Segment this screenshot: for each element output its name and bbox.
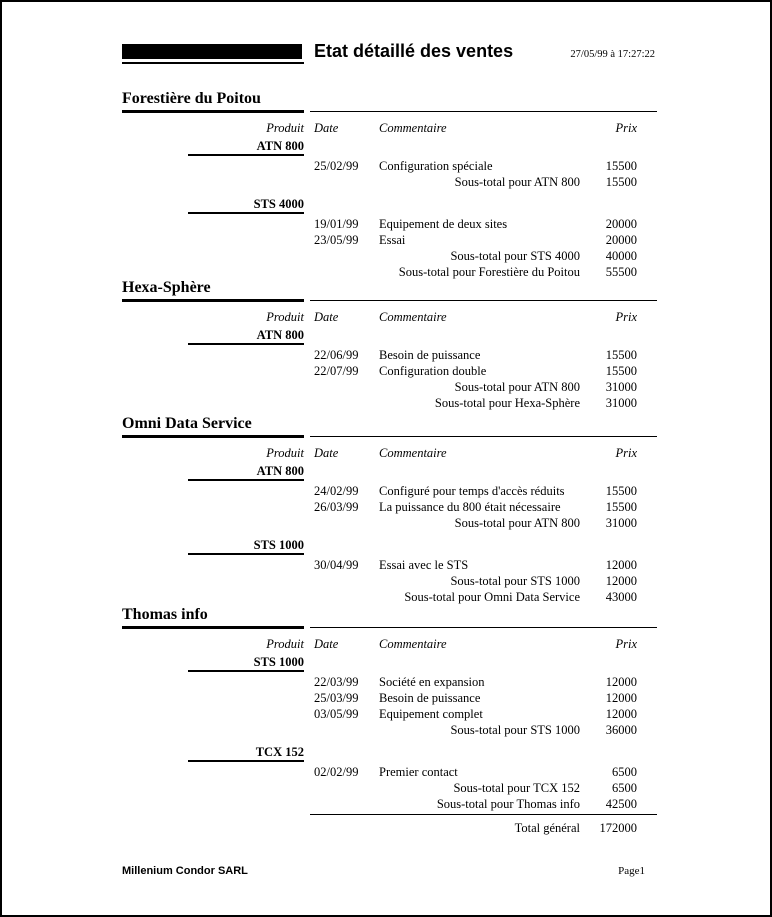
- sale-comment: Equipement de deux sites: [379, 217, 508, 231]
- sale-comment: Besoin de puissance: [379, 691, 481, 705]
- sale-price: 15500: [605, 364, 637, 378]
- column-header-commentaire: Commentaire: [379, 446, 447, 460]
- product-subtotal-value: 15500: [605, 175, 637, 189]
- customer-subtotal-label: Sous-total pour Thomas info: [436, 797, 580, 811]
- column-header-prix: Prix: [615, 121, 637, 135]
- column-header-date: Date: [314, 446, 339, 460]
- sale-comment: Essai: [379, 233, 406, 247]
- customer-underline: [122, 299, 304, 303]
- product-subtotal-row: [122, 515, 657, 531]
- product-group: [122, 654, 657, 738]
- section-rules: [122, 435, 657, 439]
- column-header-commentaire: Commentaire: [379, 121, 447, 135]
- column-header-row: [122, 636, 657, 652]
- column-header-date: Date: [314, 637, 339, 651]
- column-header-row: [122, 309, 657, 325]
- section-rules: [122, 110, 657, 114]
- table-top-rule: [310, 300, 657, 303]
- sale-comment: Configuré pour temps d'accès réduits: [379, 484, 565, 498]
- sale-comment: Essai avec le STS: [379, 558, 469, 572]
- column-header-date: Date: [314, 310, 339, 324]
- table-row: [122, 347, 657, 363]
- customer-subtotal-row: [122, 395, 657, 411]
- product-underline: [188, 670, 304, 672]
- customer-section: [122, 415, 657, 605]
- grand-total-row: [122, 820, 657, 836]
- product-group: [122, 138, 657, 190]
- customer-section: [122, 606, 657, 812]
- sale-date: 22/06/99: [314, 348, 359, 362]
- product-subtotal-value: 6500: [612, 781, 637, 795]
- column-header-prix: Prix: [615, 310, 637, 324]
- customer-subtotal-row: [122, 796, 657, 812]
- product-subtotal-value: 36000: [605, 723, 637, 737]
- product-subtotal-label: Sous-total pour STS 4000: [450, 249, 580, 263]
- product-subtotal-label: Sous-total pour STS 1000: [450, 574, 580, 588]
- customer-subtotal-row: [122, 264, 657, 280]
- column-header-commentaire: Commentaire: [379, 310, 447, 324]
- footer-company: Millenium Condor SARL: [122, 865, 248, 877]
- customer-subtotal-value: 55500: [605, 265, 637, 279]
- product-subtotal-value: 31000: [605, 380, 637, 394]
- sale-comment: Configuration spéciale: [379, 159, 493, 173]
- product-name: ATN 800: [256, 328, 304, 342]
- customer-subtotal-label: Sous-total pour Forestière du Poitou: [398, 265, 580, 279]
- product-underline: [188, 154, 304, 156]
- customer-subtotal-row: [122, 589, 657, 605]
- product-subtotal-label: Sous-total pour ATN 800: [454, 516, 580, 530]
- product-underline: [188, 553, 304, 555]
- product-group: [122, 744, 657, 796]
- table-row: [122, 232, 657, 248]
- product-subtotal-row: [122, 722, 657, 738]
- product-underline: [188, 212, 304, 214]
- table-top-rule: [310, 627, 657, 630]
- customer-underline: [122, 626, 304, 630]
- table-row: [122, 158, 657, 174]
- sale-price: 6500: [612, 765, 637, 779]
- sale-comment: Configuration double: [379, 364, 487, 378]
- product-group: [122, 327, 657, 395]
- customer-name: Thomas info: [122, 606, 208, 623]
- sale-date: 25/02/99: [314, 159, 359, 173]
- sale-date: 22/07/99: [314, 364, 359, 378]
- sale-price: 20000: [605, 217, 637, 231]
- customer-underline: [122, 110, 304, 114]
- product-name-row: [122, 327, 657, 343]
- sale-price: 12000: [605, 675, 637, 689]
- customer-section: [122, 279, 657, 411]
- customer-section: [122, 90, 657, 280]
- product-name: STS 1000: [253, 655, 304, 669]
- section-rules: [122, 299, 657, 303]
- column-header-row: [122, 445, 657, 461]
- sale-date: 30/04/99: [314, 558, 359, 572]
- product-name-row: [122, 463, 657, 479]
- sale-comment: Premier contact: [379, 765, 458, 779]
- column-header-prix: Prix: [615, 446, 637, 460]
- product-subtotal-row: [122, 780, 657, 796]
- table-row: [122, 706, 657, 722]
- product-subtotal-value: 40000: [605, 249, 637, 263]
- sale-price: 20000: [605, 233, 637, 247]
- product-subtotal-value: 12000: [605, 574, 637, 588]
- grand-total-label: Total général: [514, 821, 580, 835]
- customer-subtotal-value: 43000: [605, 590, 637, 604]
- logo-underline: [122, 62, 304, 64]
- product-name-row: [122, 744, 657, 760]
- sale-comment: Equipement complet: [379, 707, 483, 721]
- sale-date: 25/03/99: [314, 691, 359, 705]
- product-underline: [188, 760, 304, 762]
- product-underline: [188, 479, 304, 481]
- product-name-row: [122, 654, 657, 670]
- logo-bar: [122, 44, 302, 59]
- customer-subtotal-value: 42500: [605, 797, 637, 811]
- product-name: STS 4000: [253, 197, 304, 211]
- table-row: [122, 499, 657, 515]
- sale-date: 02/02/99: [314, 765, 359, 779]
- sale-price: 15500: [605, 484, 637, 498]
- sale-price: 12000: [605, 691, 637, 705]
- sale-date: 23/05/99: [314, 233, 359, 247]
- sale-comment: Besoin de puissance: [379, 348, 481, 362]
- table-row: [122, 557, 657, 573]
- customer-name: Forestière du Poitou: [122, 90, 261, 107]
- column-header-prix: Prix: [615, 637, 637, 651]
- sale-price: 12000: [605, 558, 637, 572]
- table-row: [122, 483, 657, 499]
- report-datetime: 27/05/99 à 17:27:22: [570, 49, 655, 60]
- sale-date: 03/05/99: [314, 707, 359, 721]
- product-group: [122, 537, 657, 589]
- product-name: STS 1000: [253, 538, 304, 552]
- sale-price: 12000: [605, 707, 637, 721]
- product-group: [122, 463, 657, 531]
- grand-total-block: [122, 814, 657, 836]
- column-header-row: [122, 120, 657, 136]
- customer-subtotal-value: 31000: [605, 396, 637, 410]
- product-name: TCX 152: [255, 745, 304, 759]
- sale-date: 19/01/99: [314, 217, 359, 231]
- sale-comment: Société en expansion: [379, 675, 485, 689]
- product-subtotal-label: Sous-total pour ATN 800: [454, 175, 580, 189]
- column-header-produit: Produit: [266, 121, 304, 135]
- product-name: ATN 800: [256, 139, 304, 153]
- report-footer: [122, 865, 657, 877]
- table-row: [122, 674, 657, 690]
- column-header-produit: Produit: [266, 637, 304, 651]
- product-subtotal-row: [122, 248, 657, 264]
- sale-date: 22/03/99: [314, 675, 359, 689]
- product-underline: [188, 343, 304, 345]
- report-title: Etat détaillé des ventes: [314, 41, 514, 61]
- product-name: ATN 800: [256, 464, 304, 478]
- product-name-row: [122, 537, 657, 553]
- sale-price: 15500: [605, 348, 637, 362]
- customer-name: Omni Data Service: [122, 415, 252, 432]
- column-header-produit: Produit: [266, 446, 304, 460]
- product-subtotal-row: [122, 379, 657, 395]
- footer-page-number: Page1: [618, 865, 645, 877]
- sale-price: 15500: [605, 500, 637, 514]
- product-name-row: [122, 196, 657, 212]
- customer-subtotal-label: Sous-total pour Hexa-Sphère: [434, 396, 580, 410]
- product-subtotal-label: Sous-total pour STS 1000: [450, 723, 580, 737]
- product-subtotal-row: [122, 573, 657, 589]
- customer-name: Hexa-Sphère: [122, 279, 211, 296]
- table-top-rule: [310, 111, 657, 114]
- table-row: [122, 690, 657, 706]
- sale-comment: La puissance du 800 était nécessaire: [379, 500, 561, 514]
- customer-underline: [122, 435, 304, 439]
- product-subtotal-value: 31000: [605, 516, 637, 530]
- product-subtotal-label: Sous-total pour ATN 800: [454, 380, 580, 394]
- sale-date: 26/03/99: [314, 500, 359, 514]
- table-top-rule: [310, 436, 657, 439]
- product-subtotal-row: [122, 174, 657, 190]
- column-header-commentaire: Commentaire: [379, 637, 447, 651]
- customer-subtotal-label: Sous-total pour Omni Data Service: [404, 590, 580, 604]
- report-header: [122, 43, 657, 67]
- table-row: [122, 764, 657, 780]
- column-header-produit: Produit: [266, 310, 304, 324]
- sale-price: 15500: [605, 159, 637, 173]
- grand-total-rule: [310, 814, 657, 815]
- table-row: [122, 363, 657, 379]
- product-name-row: [122, 138, 657, 154]
- product-group: [122, 196, 657, 264]
- sale-date: 24/02/99: [314, 484, 359, 498]
- section-rules: [122, 626, 657, 630]
- table-row: [122, 216, 657, 232]
- grand-total-value: 172000: [599, 821, 637, 835]
- product-subtotal-label: Sous-total pour TCX 152: [453, 781, 580, 795]
- column-header-date: Date: [314, 121, 339, 135]
